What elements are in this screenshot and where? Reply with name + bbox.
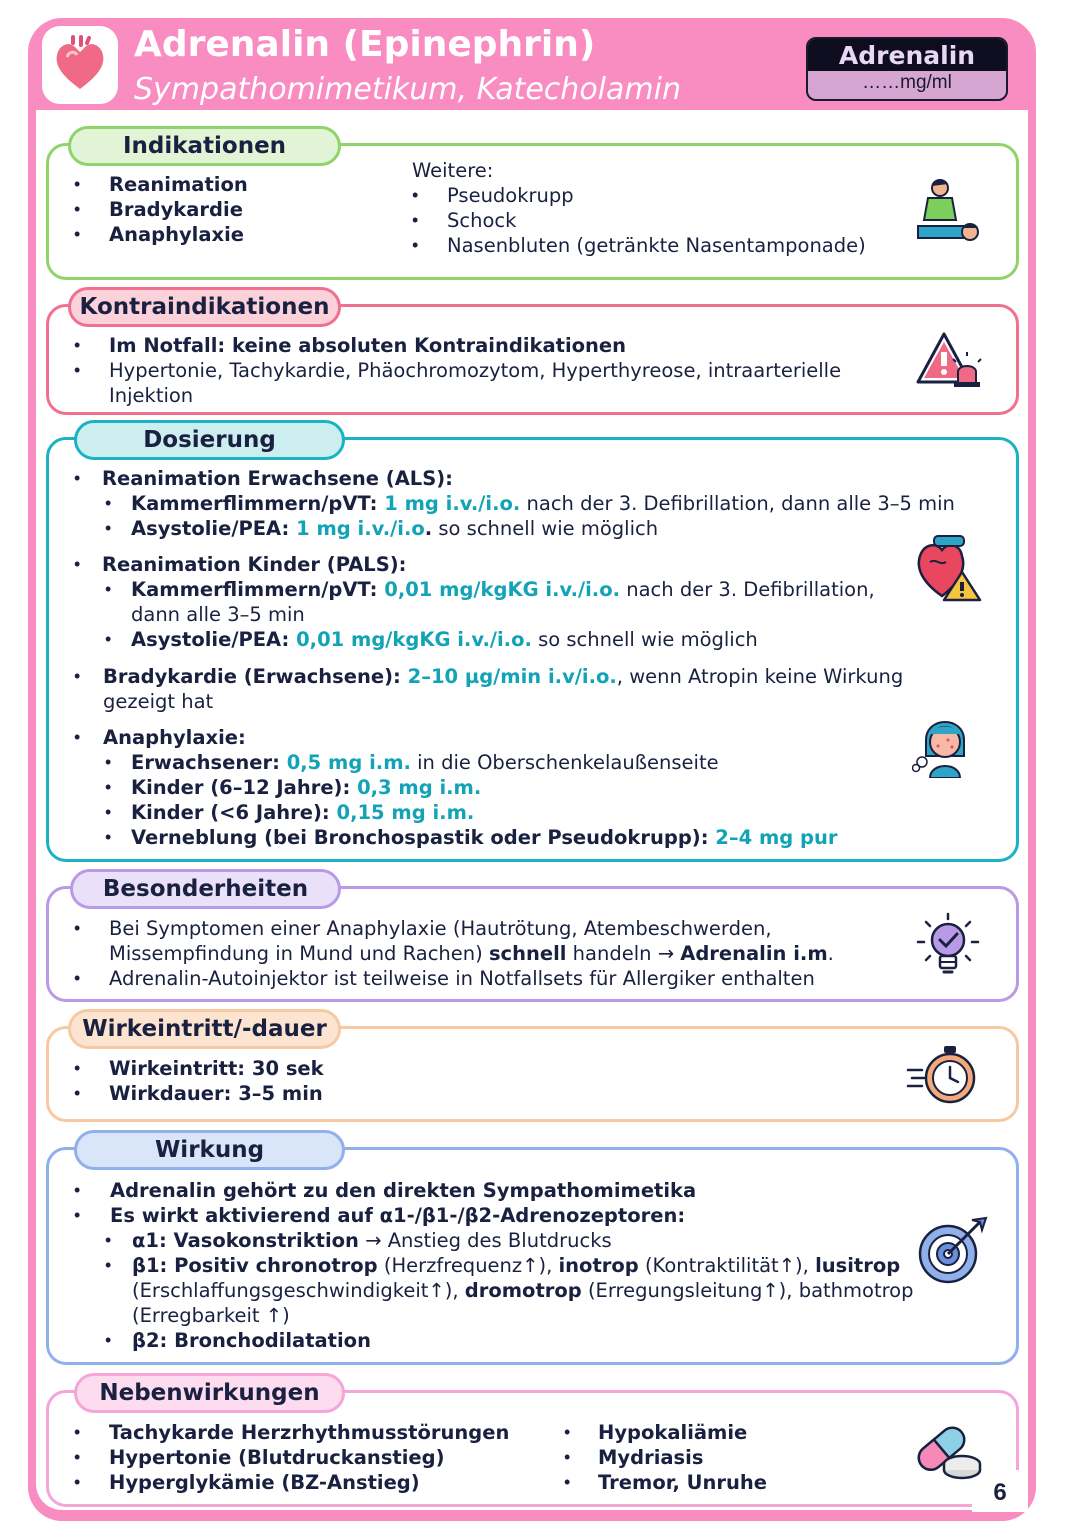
bullet: • [105, 518, 112, 538]
als-title: Reanimation Erwachsene (ALS): [102, 467, 453, 490]
bullet: • [412, 185, 419, 205]
indikation-item: Reanimation [109, 173, 248, 196]
page-title: Adrenalin (Epinephrin) [134, 24, 596, 65]
page-subtitle: Sympathomimetikum, Katecholamin [134, 72, 681, 107]
bullet: • [74, 1472, 81, 1492]
besonderheit-item: Adrenalin-Autoinjektor ist teilweise in Notfallsets für Allergiker enthalten [109, 967, 815, 990]
ana-k1-line: Kinder (6–12 Jahre): 0,3 mg i.m. [131, 776, 482, 799]
weitere-item: Nasenbluten (getränkte Nasentamponade) [447, 234, 866, 257]
bullet: • [105, 827, 112, 847]
heading-indikationen: Indikationen [68, 126, 341, 166]
nebenwirkung-item: Mydriasis [598, 1446, 704, 1469]
pals-vf-line-cont: dann alle 3–5 min [131, 603, 305, 626]
bullet: • [105, 629, 112, 649]
bullet: • [105, 752, 112, 772]
indikation-item: Bradykardie [109, 198, 243, 221]
label-concentration: ……mg/ml [862, 72, 952, 93]
wirkung-item: Adrenalin gehört zu den direkten Sympathomimetika [110, 1179, 697, 1202]
pals-title: Reanimation Kinder (PALS): [102, 553, 407, 576]
stopwatch-icon [906, 1040, 982, 1110]
bullet: • [105, 777, 112, 797]
wirkdauer-item: Wirkdauer: 3–5 min [109, 1082, 323, 1105]
bullet: • [74, 199, 81, 219]
nebenwirkung-item: Hypokaliämie [598, 1421, 748, 1444]
bullet: • [74, 968, 81, 988]
pals-vf-line: Kammerflimmern/pVT: 0,01 mg/kgKG i.v./i.o. nach der 3. Defibrillation, [131, 578, 875, 601]
nebenwirkung-item: Hyperglykämie (BZ-Anstieg) [109, 1471, 420, 1494]
bullet: • [74, 666, 81, 686]
ana-k2-line: Kinder (<6 Jahre): 0,15 mg i.m. [131, 801, 475, 824]
weitere-item: Pseudokrupp [447, 184, 574, 207]
bullet: • [74, 1058, 81, 1078]
bullet: • [74, 727, 81, 747]
nebenwirkung-item: Tremor, Unruhe [598, 1471, 767, 1494]
warning-alarm-icon [914, 330, 984, 388]
target-icon [914, 1214, 988, 1286]
heading-dosierung: Dosierung [74, 420, 345, 460]
weitere-label: Weitere: [412, 159, 494, 182]
brady-line: Bradykardie (Erwachsene): 2–10 µg/min i.v/i.o., wenn Atropin keine Wirkung [103, 665, 904, 688]
pill-icon [912, 1414, 984, 1484]
wirkung-item: Es wirkt aktivierend auf α1-/β1-/β2-Adrenozeptoren: [110, 1204, 686, 1227]
heading-kontraindikationen: Kontraindikationen [68, 287, 341, 327]
bullet: • [74, 174, 81, 194]
page-number: 6 [972, 1470, 1028, 1512]
heart-logo [42, 26, 118, 104]
bullet: • [74, 468, 81, 488]
besonderheit-item-cont: Missempfindung in Mund und Rachen) schnell handeln → Adrenalin i.m. [109, 942, 834, 965]
beta1-line-cont: (Erschlaffungsgeschwindigkeit↑), dromotrop (Erregungsleitung↑), bathmotrop [132, 1279, 914, 1302]
bullet: • [74, 360, 81, 380]
heading-wirkeintritt: Wirkeintritt/-dauer [68, 1009, 341, 1049]
bullet: • [74, 918, 81, 938]
bullet: • [74, 1180, 81, 1200]
kontra-item: Im Notfall: keine absoluten Kontraindikationen [109, 334, 627, 357]
heading-nebenwirkungen: Nebenwirkungen [74, 1373, 345, 1413]
bullet: • [105, 1255, 112, 1275]
indikation-item: Anaphylaxie [109, 223, 245, 246]
nebenwirkung-item: Hypertonie (Blutdruckanstieg) [109, 1446, 445, 1469]
bullet: • [74, 224, 81, 244]
alpha1-line: α1: Vasokonstriktion → Anstieg des Blutdrucks [132, 1229, 612, 1252]
ana-vern-line: Verneblung (bei Bronchospastik oder Pseudokrupp): 2–4 mg pur [131, 826, 838, 849]
bullet: • [564, 1447, 571, 1467]
heart-warning-icon [912, 532, 984, 604]
weitere-item: Schock [447, 209, 517, 232]
ana-title: Anaphylaxie: [103, 726, 246, 749]
kontra-item: Hypertonie, Tachykardie, Phäochromozytom, Hyperthyreose, intraarterielle [109, 359, 842, 382]
bullet: • [74, 1422, 81, 1442]
bullet: • [105, 1230, 112, 1250]
syringe-label [806, 37, 1008, 101]
bullet: • [564, 1472, 571, 1492]
bullet: • [74, 335, 81, 355]
bullet: • [74, 1083, 81, 1103]
bullet: • [74, 1447, 81, 1467]
bullet: • [564, 1422, 571, 1442]
pals-asy-line: Asystolie/PEA: 0,01 mg/kgKG i.v./i.o. so schnell wie möglich [131, 628, 758, 651]
als-asy-line: Asystolie/PEA: 1 mg i.v./i.o. so schnell wie möglich [131, 517, 659, 540]
label-drug-name: Adrenalin [808, 39, 1006, 71]
bullet: • [105, 579, 112, 599]
beta2-line: β2: Bronchodilatation [132, 1329, 371, 1352]
brady-line-cont: gezeigt hat [103, 690, 214, 713]
heading-wirkung: Wirkung [74, 1130, 345, 1170]
bullet: • [105, 493, 112, 513]
kontra-item-cont: Injektion [109, 384, 194, 407]
bullet: • [74, 554, 81, 574]
bullet: • [74, 1205, 81, 1225]
bullet: • [105, 802, 112, 822]
sick-child-icon [912, 710, 984, 778]
lightbulb-icon [914, 910, 982, 980]
bullet: • [412, 210, 419, 230]
bullet: • [105, 1330, 112, 1350]
als-vf-line: Kammerflimmern/pVT: 1 mg i.v./i.o. nach der 3. Defibrillation, dann alle 3–5 min [131, 492, 955, 515]
heart-icon [51, 35, 109, 95]
beta1-line: β1: Positiv chronotrop (Herzfrequenz↑), inotrop (Kontraktilität↑), lusitrop [132, 1254, 901, 1277]
wirkeintritt-item: Wirkeintritt: 30 sek [109, 1057, 324, 1080]
beta1-line-cont2: (Erregbarkeit ↑) [132, 1304, 290, 1327]
cpr-icon [914, 176, 982, 246]
nebenwirkung-item: Tachykarde Herzrhythmusstörungen [109, 1421, 510, 1444]
heading-besonderheiten: Besonderheiten [70, 869, 341, 909]
besonderheit-item: Bei Symptomen einer Anaphylaxie (Hautrötung, Atembeschwerden, [109, 917, 772, 940]
ana-erw-line: Erwachsener: 0,5 mg i.m. in die Oberschenkelaußenseite [131, 751, 719, 774]
bullet: • [412, 235, 419, 255]
